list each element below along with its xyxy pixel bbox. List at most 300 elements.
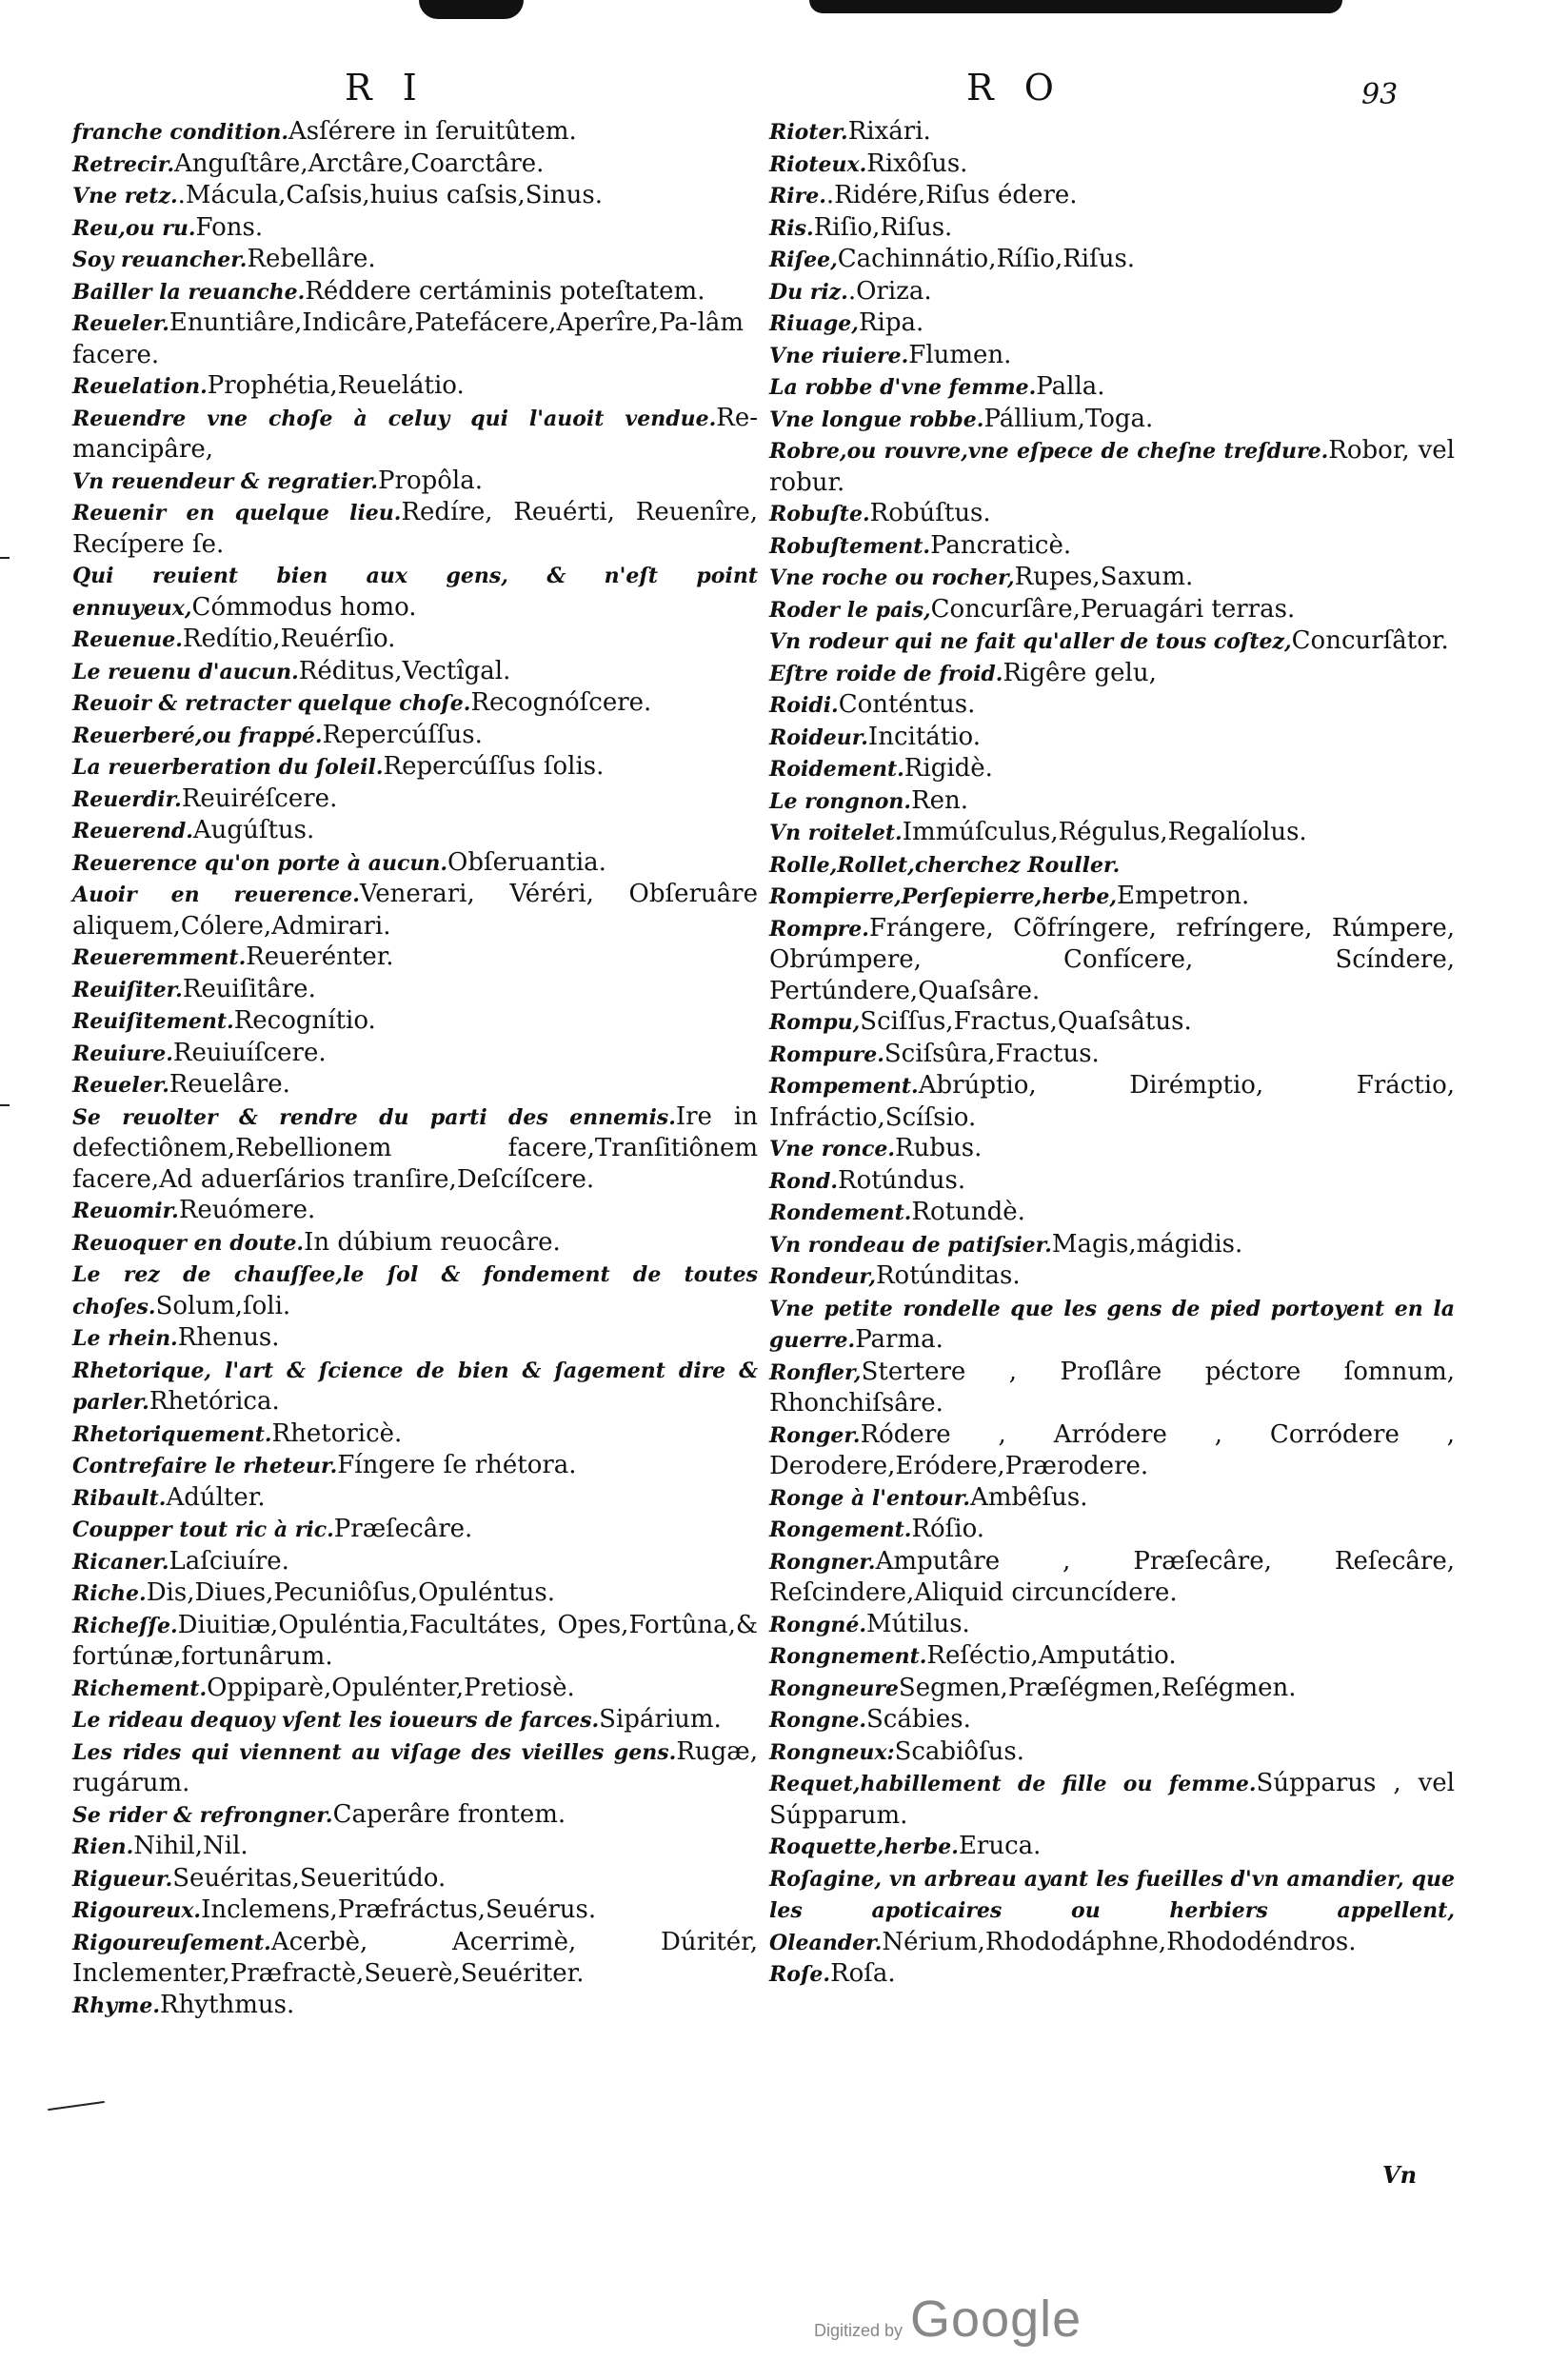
entry-latin: In dúbium reuocâre. <box>304 1227 561 1257</box>
entry-headword: Rongement. <box>769 1517 912 1542</box>
entry-latin: Reuelâre. <box>169 1070 290 1099</box>
entry-headword: Vne longue robbe. <box>769 407 984 432</box>
dictionary-entry <box>769 1133 1455 1165</box>
entry-latin: Ripa. <box>858 308 924 337</box>
pen-stroke <box>48 2101 105 2111</box>
entry-headword: Vn rodeur qui ne fait qu'aller de tous coſtez, <box>769 629 1292 654</box>
entry-headword: Reuiſiter. <box>72 977 183 1002</box>
ink-smudge <box>809 0 1342 13</box>
entry-latin: Rhenus. <box>177 1323 280 1352</box>
entry-headword: Roidement. <box>769 757 904 782</box>
dictionary-entry <box>769 1165 1455 1198</box>
dictionary-entry <box>769 1736 1455 1769</box>
dictionary-entry <box>72 180 758 212</box>
entry-latin: Immúſculus,Régulus,Regalíolus. <box>902 818 1307 846</box>
dictionary-entry <box>72 276 758 308</box>
entry-latin: Conténtus. <box>838 690 976 719</box>
entry-headword: Le rongnon. <box>769 788 912 814</box>
entry-headword: Riche. <box>72 1581 147 1606</box>
dictionary-entry <box>72 1894 758 1927</box>
entry-headword: Rire. <box>769 184 826 208</box>
dictionary-entry <box>769 722 1455 754</box>
dictionary-entry <box>769 689 1455 722</box>
entry-headword: Vne ronce. <box>769 1137 896 1161</box>
running-head-right: R O <box>966 67 1063 109</box>
entry-latin: Fons. <box>195 212 264 242</box>
entry-headword: Reuerberé,ou frappé. <box>72 723 323 748</box>
entry-latin: Robúſtus. <box>869 499 991 527</box>
entry-headword: Vn reuendeur & regratier. <box>72 468 379 494</box>
dictionary-entry <box>769 562 1455 594</box>
entry-latin: Sciſsûra,Fractus. <box>884 1039 1100 1068</box>
dictionary-entry <box>769 817 1455 849</box>
entry-headword: Bailler la reuanche. <box>72 279 306 305</box>
entry-headword: Eſtre roide de froid. <box>769 661 1003 686</box>
dictionary-entry <box>72 1799 758 1832</box>
dictionary-entry <box>769 913 1455 1007</box>
dictionary-entry <box>72 1259 758 1322</box>
entry-latin: Augúſtus. <box>192 816 315 844</box>
entry-headword: Reueler. <box>72 311 169 336</box>
entry-latin: Rixári. <box>847 117 931 146</box>
entry-headword: Le rhein. <box>72 1326 178 1351</box>
dictionary-entry <box>72 1355 758 1418</box>
right-column <box>769 116 1455 1991</box>
entry-latin: Solum,ſoli. <box>155 1291 291 1320</box>
entry-headword: Rigoureux. <box>72 1898 202 1923</box>
entry-latin: Rhetórica. <box>149 1387 280 1416</box>
entry-latin: Cómmodus homo. <box>191 592 417 622</box>
entry-headword: Se rider & refrongner. <box>72 1802 333 1828</box>
entry-headword: Ronfler, <box>769 1359 862 1385</box>
entry-headword: Reuerence qu'on porte à aucun. <box>72 850 448 876</box>
entry-headword: Rond. <box>769 1168 838 1194</box>
dictionary-entry <box>72 1610 758 1673</box>
entry-headword: Reuenue. <box>72 627 183 652</box>
dictionary-entry <box>72 942 758 974</box>
entry-latin: Laſciuíre. <box>169 1546 289 1576</box>
entry-latin: Ródere , Arródere , Corródere , Derodere,Eródere,Prærodere. <box>769 1419 1455 1480</box>
dictionary-entry <box>769 785 1455 818</box>
entry-headword: Rompierre,Perſepierre,herbe, <box>769 884 1118 909</box>
left-column <box>72 116 758 2021</box>
entry-headword: Retrecir. <box>72 151 175 177</box>
entry-latin: Magis,mágidis. <box>1051 1229 1243 1259</box>
dictionary-entry <box>769 1831 1455 1863</box>
entry-headword: Reuerend. <box>72 819 193 843</box>
entry-latin: Concurſâtor. <box>1291 626 1449 655</box>
entry-headword: Le rideau dequoy vſent les ioueurs de farces. <box>72 1708 600 1733</box>
dictionary-entry <box>769 881 1455 913</box>
catchword: Vn <box>1382 2161 1418 2189</box>
entry-headword: franche condition. <box>72 120 289 145</box>
entry-latin: Stertere , Proſlâre péctore ſomnum, Rhonchiſsâre. <box>769 1357 1455 1418</box>
ink-smudge <box>419 0 524 19</box>
entry-headword: Rompure. <box>769 1041 884 1067</box>
dictionary-entry <box>769 1197 1455 1229</box>
dictionary-entry <box>72 1990 758 2022</box>
dictionary-entry <box>72 687 758 720</box>
entry-latin: Réditus,Vectîgal. <box>298 656 511 685</box>
dictionary-entry <box>769 753 1455 785</box>
dictionary-entry <box>72 1927 758 1990</box>
entry-headword: Richement. <box>72 1676 208 1701</box>
entry-headword: Roideur. <box>769 724 868 750</box>
dictionary-entry <box>769 1609 1455 1641</box>
entry-latin: Cachinnátio,Ríſio,Riſus. <box>837 245 1136 273</box>
digitized-by-watermark <box>814 2290 1082 2349</box>
dictionary-entry <box>72 1418 758 1451</box>
entry-latin: Anguſtâre,Arctâre,Coarctâre. <box>174 149 545 178</box>
entry-headword: Ris. <box>769 215 814 241</box>
entry-headword: Reueler. <box>72 1073 169 1098</box>
entry-headword: La robbe d'vne femme. <box>769 375 1037 400</box>
entry-latin: Prophétia,Reuelátio. <box>207 371 465 400</box>
dictionary-entry <box>72 1450 758 1482</box>
entry-latin: Scábies. <box>866 1705 971 1734</box>
entry-headword: Reuiſitement. <box>72 1009 234 1034</box>
dictionary-entry <box>72 1704 758 1736</box>
entry-headword: Rongne. <box>769 1708 866 1733</box>
dictionary-entry <box>72 1577 758 1610</box>
entry-headword: Richeſſe. <box>72 1613 178 1638</box>
dictionary-entry <box>769 1673 1455 1705</box>
entry-latin: Concurſâre,Peruagári terras. <box>930 594 1296 624</box>
dictionary-entry <box>72 879 758 942</box>
dictionary-entry <box>72 244 758 276</box>
entry-headword: Rhetoriquement. <box>72 1421 272 1447</box>
dictionary-entry <box>72 212 758 245</box>
entry-headword: Reuiure. <box>72 1041 173 1066</box>
entry-latin: Diuitiæ,Opuléntia,Facultátes, Opes,Fortûna,& fortúnæ,fortunârum. <box>72 1610 758 1671</box>
dictionary-entry <box>769 1039 1455 1071</box>
entry-headword: Auoir en reuerence. <box>72 883 360 907</box>
entry-headword: Rolle,Rollet,cherchez Rouller. <box>769 852 1121 878</box>
entry-latin: Réddere certáminis poteſtatem. <box>305 276 705 306</box>
entry-latin: Flumen. <box>908 340 1012 369</box>
entry-headword: Roſe. <box>769 1962 831 1987</box>
dictionary-entry <box>72 307 758 370</box>
entry-latin: Rotundè. <box>911 1198 1025 1226</box>
dictionary-entry <box>72 1322 758 1355</box>
entry-latin: Rixôſus. <box>866 149 968 178</box>
entry-latin: Reuómere. <box>178 1196 316 1224</box>
entry-headword: Vne roche ou rocher, <box>769 565 1015 590</box>
dictionary-entry <box>769 658 1455 690</box>
dictionary-entry <box>769 594 1455 626</box>
page-number: 93 <box>1361 78 1399 111</box>
entry-headword: Vne riuiere. <box>769 343 909 368</box>
dictionary-entry <box>769 1293 1455 1357</box>
dictionary-entry <box>72 1101 758 1196</box>
entry-latin: Ren. <box>911 785 969 815</box>
dictionary-entry <box>769 276 1455 308</box>
entry-headword: Ricaner. <box>72 1549 169 1575</box>
entry-latin: Rigidè. <box>904 754 993 783</box>
entry-headword: Les rides qui viennent au viſage des vieilles gens. <box>72 1739 677 1765</box>
dictionary-entry <box>769 371 1455 404</box>
entry-latin: Rigêre gelu, <box>1003 658 1157 687</box>
entry-latin: Pállium,Toga. <box>983 404 1154 433</box>
entry-latin: Reſéctio,Amputátio. <box>926 1641 1177 1670</box>
entry-latin: Robor, vel robur. <box>769 436 1455 497</box>
dictionary-entry <box>72 720 758 752</box>
entry-headword: Reuoir & retracter quelque choſe. <box>72 691 471 716</box>
entry-headword: Roidi. <box>769 693 839 718</box>
entry-headword: La reuerberation du ſoleil. <box>72 755 384 780</box>
dictionary-entry <box>769 1482 1455 1515</box>
entry-latin: Rebellâre. <box>247 245 376 273</box>
entry-latin: Ambêſus. <box>970 1482 1088 1512</box>
dictionary-entry <box>72 1038 758 1070</box>
entry-latin: Nihil,Nil. <box>133 1832 248 1860</box>
dictionary-entry <box>72 1227 758 1259</box>
entry-headword: Rioteux. <box>769 151 867 177</box>
dictionary-entry <box>72 783 758 816</box>
entry-latin: Redítio,Reuérſio. <box>182 625 396 653</box>
entry-headword: Reuenir en quelque lieu. <box>72 501 402 526</box>
entry-latin: Amputâre , Præſecâre, Reſecâre, Reſcindere,Aliquid circuncídere. <box>769 1546 1455 1607</box>
dictionary-entry <box>769 1958 1455 1991</box>
entry-headword: Reuomir. <box>72 1199 179 1223</box>
dictionary-entry <box>769 1006 1455 1039</box>
entry-latin: Empetron. <box>1117 882 1250 910</box>
dictionary-entry <box>769 1357 1455 1419</box>
dictionary-entry <box>769 180 1455 212</box>
entry-latin: Oppiparè,Opulénter,Pretiosè. <box>207 1673 575 1702</box>
entry-headword: Rien. <box>72 1835 134 1859</box>
entry-latin: Caperâre frontem. <box>332 1799 566 1829</box>
entry-latin: Rotúnditas. <box>875 1261 1021 1290</box>
entry-latin: Incitátio. <box>867 722 981 751</box>
entry-headword: Reuoquer en doute. <box>72 1230 305 1256</box>
entry-latin: Rhythmus. <box>160 1990 295 2019</box>
dictionary-entry <box>769 1704 1455 1736</box>
entry-latin: Riſio,Riſus. <box>813 212 953 242</box>
entry-latin: Obſeruantia. <box>447 847 606 877</box>
dictionary-entry <box>72 1514 758 1546</box>
entry-headword: Ribault. <box>72 1485 167 1511</box>
dictionary-entry <box>72 974 758 1006</box>
entry-headword: Roder le pais, <box>769 597 931 623</box>
dictionary-entry <box>72 466 758 498</box>
entry-headword: Riſee, <box>769 248 838 272</box>
dictionary-entry <box>769 1863 1455 1959</box>
entry-latin: Seuéritas,Seueritúdo. <box>172 1863 447 1893</box>
dictionary-entry <box>769 1260 1455 1293</box>
dictionary-entry <box>72 1673 758 1705</box>
dictionary-entry <box>769 340 1455 372</box>
dictionary-entry <box>769 1768 1455 1831</box>
entry-latin: Dis,Diues,Pecuniôſus,Opuléntus. <box>146 1578 556 1607</box>
entry-latin: .Oriza. <box>847 276 932 306</box>
entry-latin: Fíngere ſe rhétora. <box>337 1451 577 1479</box>
entry-latin: Præſecâre. <box>333 1515 473 1543</box>
entry-latin: Nérium,Rhododáphne,Rhododéndros. <box>882 1927 1357 1956</box>
entry-latin: Rupes,Saxum. <box>1014 563 1194 591</box>
entry-latin: Ire in defectiônem,Rebellionem facere,Tranſitiônem facere,Ad aduerſários tranſire,Deſcíſcere. <box>72 1101 758 1194</box>
entry-latin: .Ridére,Riſus édere. <box>825 181 1078 209</box>
dictionary-entry <box>72 497 758 560</box>
entry-latin: .Mácula,Caſsis,huius caſsis,Sinus. <box>177 181 604 209</box>
entry-latin: Acerbè, Acerrimè, Dúritér, Inclementer,Præfractè,Seuerè,Seuériter. <box>72 1927 758 1988</box>
entry-latin: Propôla. <box>378 466 483 495</box>
digitized-by-label: Digitized by <box>814 2321 904 2340</box>
entry-headword: Reuelation. <box>72 374 208 399</box>
entry-headword: Ronger. <box>769 1422 861 1448</box>
dictionary-entry <box>769 435 1455 498</box>
dictionary-entry <box>72 815 758 847</box>
entry-headword: Rongneure <box>769 1676 899 1701</box>
dictionary-entry <box>72 560 758 624</box>
entry-headword: Se reuolter & rendre du parti des ennemis. <box>72 1104 676 1130</box>
entry-latin: Repercúſſus. <box>322 720 483 749</box>
entry-headword: Rigueur. <box>72 1866 173 1892</box>
entry-headword: Reuerdir. <box>72 786 182 812</box>
entry-latin: Re-mancipâre, <box>72 403 758 464</box>
dictionary-entry <box>769 212 1455 245</box>
dictionary-entry <box>72 1482 758 1515</box>
entry-headword: Reueremment. <box>72 945 247 970</box>
dictionary-entry <box>769 1229 1455 1261</box>
dictionary-entry <box>72 149 758 181</box>
entry-headword: Rongné. <box>769 1612 866 1637</box>
google-logo: Google <box>910 2291 1082 2348</box>
dictionary-entry <box>769 1514 1455 1546</box>
entry-headword: Reuendre vne choſe à celuy qui l'auoit vendue. <box>72 406 717 431</box>
entry-latin: Mútilus. <box>866 1609 970 1638</box>
dictionary-entry <box>769 530 1455 563</box>
entry-latin: Rhetoricè. <box>271 1418 403 1448</box>
entry-latin: Recognítio. <box>233 1006 376 1035</box>
entry-headword: Robuſte. <box>769 502 870 526</box>
entry-headword: Qui reuient bien aux gens, & n'eſt point ennuyeux, <box>72 564 758 621</box>
entry-latin: Parma. <box>855 1325 943 1354</box>
dictionary-entry <box>769 244 1455 276</box>
entry-headword: Rigoureuſement. <box>72 1930 271 1955</box>
entry-latin: Rubus. <box>895 1134 983 1162</box>
dictionary-entry <box>769 849 1455 882</box>
entry-headword: Robuſtement. <box>769 533 931 559</box>
entry-latin: Redíre, Reuérti, Reuenîre, Recípere ſe. <box>72 498 758 559</box>
entry-headword: Rompu, <box>769 1010 861 1035</box>
entry-headword: Vn roitelet. <box>769 821 903 845</box>
entry-headword: Vne retz. <box>72 184 178 208</box>
entry-latin: Rugæ, rugárum. <box>72 1736 758 1797</box>
dictionary-entry <box>72 751 758 783</box>
dictionary-entry <box>72 403 758 466</box>
dictionary-entry <box>72 370 758 403</box>
margin-mark <box>0 557 10 559</box>
entry-headword: Robre,ou rouvre,vne eſpece de cheſne treſdure. <box>769 439 1329 464</box>
dictionary-entry <box>769 625 1455 658</box>
entry-latin: Súpparus , vel Súpparum. <box>769 1769 1455 1830</box>
entry-headword: Roſagine, vn arbreau ayant les fueilles d'vn amandier, que les apoticaires ou herbiers appellent, Oleander. <box>769 1866 1455 1955</box>
entry-latin: Roſa. <box>830 1959 896 1988</box>
entry-latin: Rotúndus. <box>838 1165 966 1195</box>
running-head-left: R I <box>345 67 427 109</box>
entry-latin: Reuiréſcere. <box>181 783 338 813</box>
entry-latin: Sipárium. <box>599 1705 722 1734</box>
entry-latin: Sciſſus,Fractus,Quaſsâtus. <box>860 1007 1192 1036</box>
entry-latin: Venerari, Véréri, Obſeruâre aliquem,Cólere,Admirari. <box>72 880 758 941</box>
entry-latin: Palla. <box>1036 372 1105 401</box>
entry-headword: Ronge à l'entour. <box>769 1485 971 1511</box>
entry-headword: Rondeur, <box>769 1264 876 1289</box>
dictionary-entry <box>72 1069 758 1101</box>
entry-headword: Rioter. <box>769 120 848 145</box>
dictionary-entry <box>72 1546 758 1578</box>
dictionary-entry <box>72 1736 758 1799</box>
entry-latin: Inclemens,Præfráctus,Seuérus. <box>201 1895 597 1924</box>
entry-latin: Enuntiâre,Indicâre,Patefácere,Aperîre,Pa-lâm facere. <box>72 308 745 369</box>
dictionary-entry <box>72 847 758 880</box>
entry-headword: Vn rondeau de patiſsier. <box>769 1232 1052 1258</box>
entry-latin: Róſio. <box>911 1515 985 1543</box>
entry-latin: Reuerénter. <box>246 942 394 971</box>
entry-headword: Roquette,herbe. <box>769 1835 959 1859</box>
dictionary-entry <box>769 498 1455 530</box>
dictionary-entry <box>72 1195 758 1227</box>
entry-latin: Repercúſſus ſolis. <box>383 752 605 781</box>
entry-headword: Rongnement. <box>769 1644 927 1669</box>
entry-latin: Reuiſitâre. <box>182 974 316 1003</box>
entry-headword: Rondement. <box>769 1200 912 1225</box>
entry-latin: Scabiôſus. <box>894 1736 1025 1766</box>
dictionary-entry <box>72 116 758 149</box>
entry-headword: Contrefaire le rheteur. <box>72 1454 338 1478</box>
entry-latin: Adúlter. <box>166 1482 266 1512</box>
entry-headword: Rongneux: <box>769 1739 895 1765</box>
entry-latin: Abrúptio, Dirémptio, Fráctio, Infráctio,Scíſsio. <box>769 1071 1455 1132</box>
entry-headword: Soy reuancher. <box>72 248 248 272</box>
entry-latin: Recognóſcere. <box>470 688 652 717</box>
entry-headword: Riuage, <box>769 311 859 336</box>
dictionary-entry <box>769 404 1455 436</box>
entry-latin: Asſérere in ſeruitûtem. <box>288 117 577 146</box>
entry-headword: Rompement. <box>769 1074 919 1099</box>
dictionary-entry <box>72 624 758 656</box>
dictionary-entry <box>769 149 1455 181</box>
entry-latin: Reuiuíſcere. <box>172 1038 327 1067</box>
dictionary-entry <box>769 307 1455 340</box>
entry-headword: Rhyme. <box>72 1993 160 2018</box>
entry-headword: Le rez de chauſſee,le ſol & fondement de toutes choſes. <box>72 1262 758 1319</box>
entry-headword: Rongner. <box>769 1549 876 1575</box>
entry-headword: Rompre. <box>769 916 869 942</box>
dictionary-entry <box>769 1070 1455 1133</box>
entry-latin: Eruca. <box>958 1832 1042 1860</box>
dictionary-entry <box>769 116 1455 149</box>
dictionary-entry <box>769 1419 1455 1482</box>
entry-latin: Segmen,Præſégmen,Reſégmen. <box>898 1673 1297 1702</box>
entry-headword: Vne petite rondelle que les gens de pied portoyent en la guerre. <box>769 1296 1455 1353</box>
entry-headword: Reu,ou ru. <box>72 215 196 241</box>
entry-headword: Rhetorique, l'art & ſcience de bien & ſagement dire & parler. <box>72 1358 758 1415</box>
dictionary-entry <box>72 1831 758 1863</box>
entry-headword: Coupper tout ric à ric. <box>72 1517 334 1542</box>
dictionary-entry <box>72 1005 758 1038</box>
dictionary-entry <box>769 1640 1455 1673</box>
margin-mark <box>0 1104 10 1106</box>
entry-latin: Pancraticè. <box>930 530 1072 560</box>
entry-headword: Requet,habillement de fille ou femme. <box>769 1772 1257 1796</box>
dictionary-entry <box>769 1546 1455 1609</box>
entry-headword: Du riz. <box>769 279 848 305</box>
dictionary-entry <box>72 656 758 688</box>
dictionary-entry <box>72 1863 758 1895</box>
entry-latin: Frángere, Cõfríngere, refríngere, Rúmpere, Obrúmpere, Confícere, Scíndere, Pertúndere,Quaſsâre. <box>769 913 1455 1005</box>
